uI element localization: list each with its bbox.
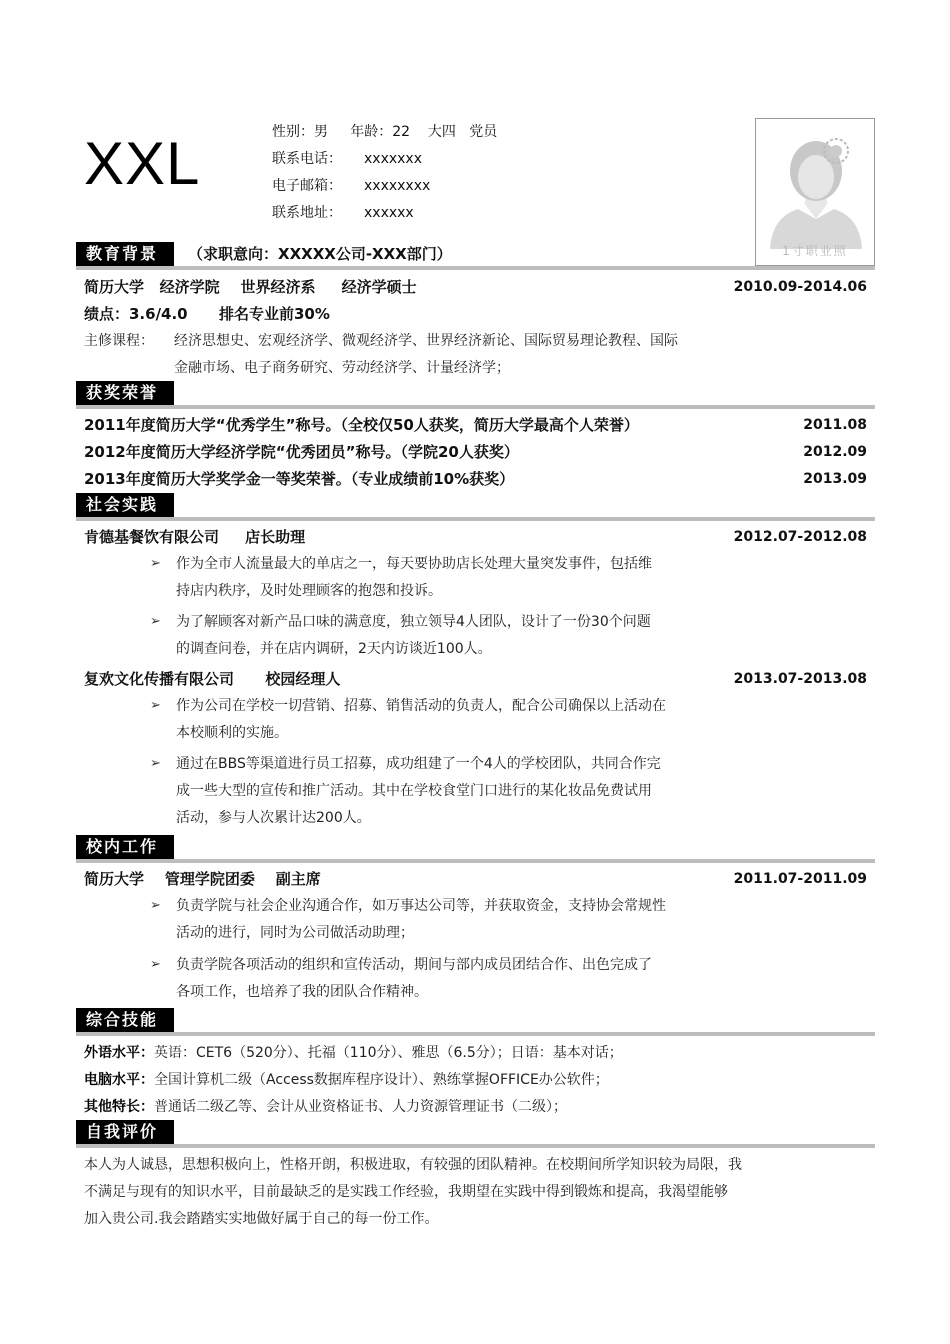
campus-org: 简历大学 管理学院团委 副主席	[84, 870, 321, 888]
award-date: 2011.08	[803, 417, 867, 433]
practice-date: 2012.07-2012.08	[733, 529, 867, 545]
practice-org: 肯德基餐饮有限公司 店长助理	[84, 528, 306, 546]
section-title: 教育背景	[76, 242, 174, 266]
email-value: xxxxxxxx	[364, 178, 431, 194]
party-value: 党员	[469, 124, 498, 140]
section-awards	[76, 381, 875, 409]
section-title: 获奖荣誉	[76, 381, 174, 405]
award-date: 2013.09	[803, 471, 867, 487]
info-line-basic	[272, 123, 497, 141]
section-divider	[76, 859, 875, 863]
bullet-text: 成一些大型的宣传和推广活动。其中在学校食堂门口进行的某化妆品免费试用	[176, 783, 652, 799]
section-campus	[76, 835, 875, 863]
skill-label: 电脑水平：	[84, 1072, 154, 1088]
phone-label: 联系电话：	[272, 151, 342, 167]
section-divider	[76, 405, 875, 409]
bullet-text: 本校顺利的实施。	[176, 725, 288, 741]
job-objective: （求职意向：XXXXX公司-XXX部门）	[188, 245, 452, 263]
bullet-text: 负责学院各项活动的组织和宣传活动，期间与部内成员团结合作、出色完成了	[176, 957, 652, 973]
courses-line: 经济思想史、宏观经济学、微观经济学、世界经济新论、国际贸易理论教程、国际	[174, 333, 678, 349]
bullet-text: 作为公司在学校一切营销、招募、销售活动的负责人，配合公司确保以上活动在	[176, 698, 666, 714]
phone-value: xxxxxxx	[364, 151, 422, 167]
skill-label: 其他特长：	[84, 1099, 154, 1115]
section-title: 综合技能	[76, 1008, 174, 1032]
bullet-text: 为了解顾客对新产品口味的满意度，独立领导4人团队，设计了一份30个问题	[176, 614, 651, 630]
skill-label: 外语水平：	[84, 1045, 154, 1061]
candidate-name: XXL	[84, 130, 201, 197]
courses-line: 金融市场、电子商务研究、劳动经济学、计量经济学；	[174, 360, 510, 376]
award-item: 2013年度简历大学奖学金一等奖荣誉。（专业成绩前10%获奖）	[84, 470, 515, 488]
education-gpa: 绩点：3.6/4.0 排名专业前30%	[84, 305, 330, 323]
bullet-text: 各项工作，也培养了我的团队合作精神。	[176, 984, 428, 1000]
bullet-arrow-icon: ➢	[150, 698, 161, 713]
practice-org: 复欢文化传播有限公司 校园经理人	[84, 670, 341, 688]
bullet-arrow-icon: ➢	[150, 556, 161, 571]
grade-value: 大四	[427, 124, 456, 140]
info-line-email	[272, 177, 430, 195]
address-value: xxxxxx	[364, 205, 414, 221]
section-divider	[76, 517, 875, 521]
section-title: 自我评价	[76, 1120, 174, 1144]
self-eval-line: 不满足与现有的知识水平，目前最缺乏的是实践工作经验，我期望在实践中得到锻炼和提高，我渴望能够	[84, 1184, 728, 1200]
section-divider	[76, 266, 875, 270]
info-line-address	[272, 204, 414, 222]
bullet-arrow-icon: ➢	[150, 957, 161, 972]
bullet-text: 负责学院与社会企业沟通合作，如万事达公司等，并获取资金，支持协会常规性	[176, 898, 666, 914]
campus-date: 2011.07-2011.09	[733, 871, 867, 887]
skill-row	[84, 1070, 609, 1090]
award-item: 2012年度简历大学经济学院“优秀团员”称号。（学院20人获奖）	[84, 443, 519, 461]
award-date: 2012.09	[803, 444, 867, 460]
bullet-text: 活动的进行，同时为公司做活动助理；	[176, 925, 414, 941]
email-label: 电子邮箱：	[272, 178, 342, 194]
gender-label: 性别：	[272, 124, 314, 140]
self-eval-line: 加入贵公司.我会踏踏实实地做好属于自己的每一份工作。	[84, 1211, 439, 1227]
skill-text: 全国计算机二级（Access数据库程序设计）、熟练掌握OFFICE办公软件；	[154, 1072, 609, 1088]
education-school: 简历大学 经济学院 世界经济系 经济学硕士	[84, 278, 417, 296]
bullet-text: 活动，参与人次累计达200人。	[176, 810, 371, 826]
gender-value: 男	[314, 124, 328, 140]
age-label: 年龄：	[350, 124, 393, 140]
section-self	[76, 1120, 875, 1148]
skill-row	[84, 1043, 623, 1063]
award-item: 2011年度简历大学“优秀学生”称号。（全校仅50人获奖，简历大学最高个人荣誉）	[84, 416, 639, 434]
section-divider	[76, 1032, 875, 1036]
education-date: 2010.09-2014.06	[733, 279, 867, 295]
bullet-text: 作为全市人流量最大的单店之一，每天要协助店长处理大量突发事件，包括维	[176, 556, 652, 572]
section-title: 校内工作	[76, 835, 174, 859]
section-skills	[76, 1008, 875, 1036]
practice-date: 2013.07-2013.08	[733, 671, 867, 687]
info-line-phone	[272, 150, 422, 168]
skill-text: 英语：CET6（520分）、托福（110分）、雅思（6.5分）；日语：基本对话；	[154, 1045, 623, 1061]
courses-label: 主修课程：	[84, 333, 154, 349]
bullet-text: 通过在BBS等渠道进行员工招募，成功组建了一个4人的学校团队，共同合作完	[176, 756, 661, 772]
self-eval-line: 本人为人诚恳，思想积极向上，性格开朗，积极进取，有较强的团队精神。在校期间所学知识较为局限，我	[84, 1157, 742, 1173]
section-practice	[76, 493, 875, 521]
section-education	[76, 242, 875, 270]
bullet-arrow-icon: ➢	[150, 614, 161, 629]
age-value: 22	[392, 124, 411, 140]
photo-caption: 1寸职业照	[782, 244, 848, 258]
skill-text: 普通话二级乙等、会计从业资格证书、人力资源管理证书（二级）；	[154, 1099, 567, 1115]
bullet-text: 持店内秩序，及时处理顾客的抱怨和投诉。	[176, 583, 442, 599]
skill-row	[84, 1097, 567, 1117]
section-divider	[76, 1144, 875, 1148]
bullet-arrow-icon: ➢	[150, 898, 161, 913]
bullet-arrow-icon: ➢	[150, 756, 161, 771]
section-title: 社会实践	[76, 493, 174, 517]
address-label: 联系地址：	[272, 205, 342, 221]
bullet-text: 的调查问卷，并在店内调研，2天内访谈近100人。	[176, 641, 492, 657]
